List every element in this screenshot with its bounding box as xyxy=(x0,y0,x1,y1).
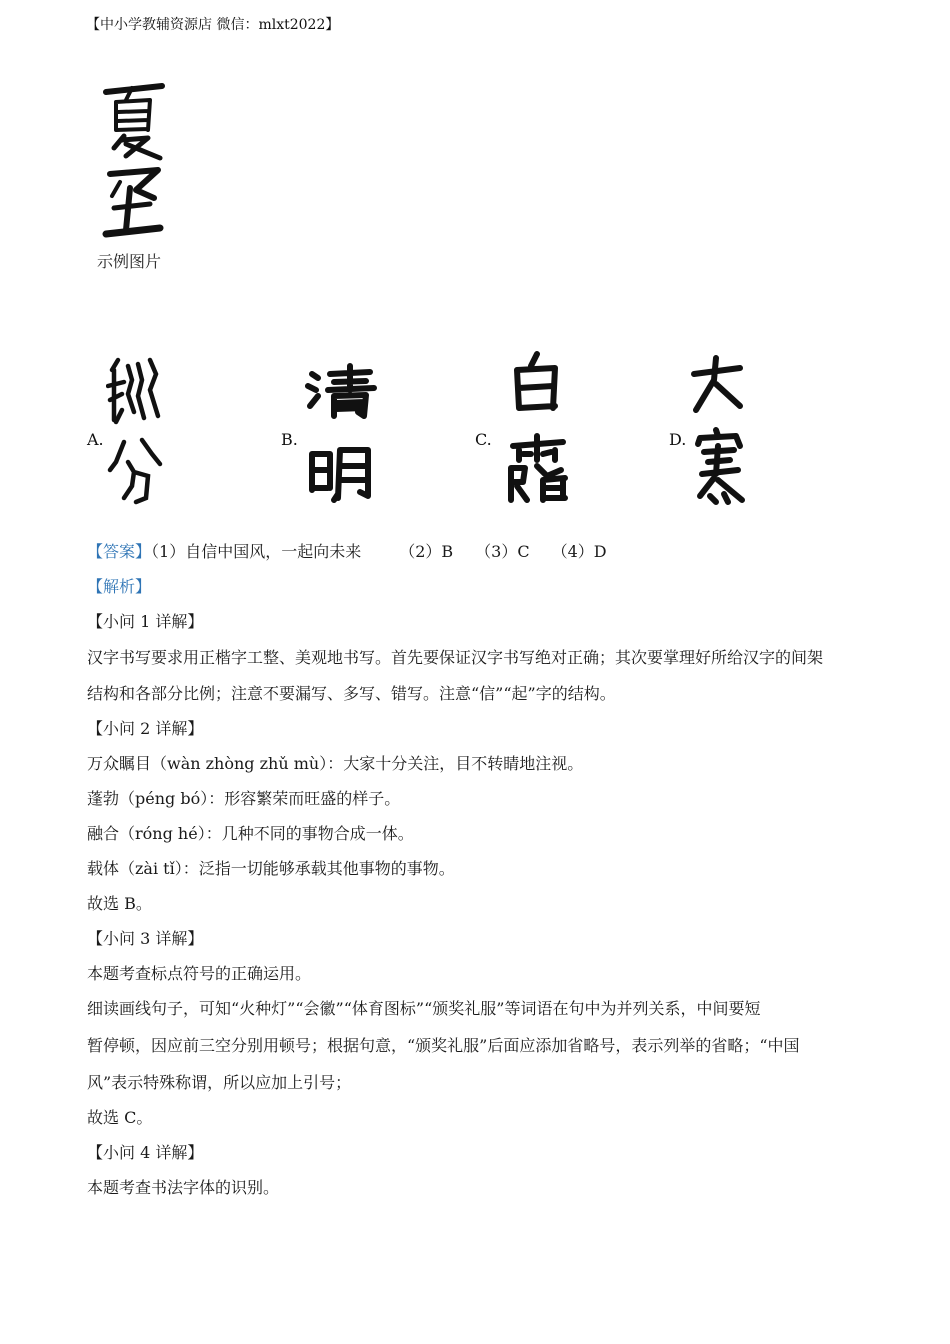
q3-line-1: 本题考查标点符号的正确运用。 xyxy=(87,964,312,983)
answer-line xyxy=(87,539,607,562)
q1-paragraph-line-1: 汉字书写要求用正楷字工整、美观地书写。首先要保证汉字书写绝对正确；其次要掌理好所给汉字的间架 xyxy=(87,648,824,667)
sample-image-caption: 示例图片 xyxy=(97,252,162,271)
option-b-calligraphy xyxy=(304,350,378,510)
option-a-calligraphy xyxy=(106,350,166,510)
sample-xia-zhi-glyphs xyxy=(96,78,176,248)
q3-line-4: 风”表示特殊称谓，所以应加上引号； xyxy=(87,1073,352,1092)
option-c-calligraphy xyxy=(503,350,573,510)
running-script-bailu-glyphs xyxy=(503,350,573,510)
option-a-letter: A. xyxy=(87,430,104,449)
answer-4: （4）D xyxy=(551,542,607,561)
page-header-watermark: 【中小学教辅资源店 微信：mlxt2022】 xyxy=(86,17,340,33)
q4-title: 【小问 4 详解】 xyxy=(87,1143,204,1162)
q3-title: 【小问 3 详解】 xyxy=(87,929,204,948)
q2-line-2: 蓬勃（péng bó）：形容繁荣而旺盛的样子。 xyxy=(87,789,401,808)
q2-line-3: 融合（róng hé）：几种不同的事物合成一体。 xyxy=(87,824,414,843)
regular-script-qingming-glyphs xyxy=(304,350,378,510)
option-d-letter: D. xyxy=(669,430,687,449)
answer-1: （1）自信中国风，一起向未来 xyxy=(151,542,362,561)
q3-line-2: 细读画线句子，可知“火种灯”“会徽”“体育图标”“颁奖礼服”等词语在句中为并列关系，中间要短 xyxy=(87,999,761,1018)
cursive-script-dahan-glyphs xyxy=(690,350,750,510)
q1-paragraph-line-2: 结构和各部分比例；注意不要漏写、多写、错写。注意“信”“起”字的结构。 xyxy=(87,684,616,703)
q2-title: 【小问 2 详解】 xyxy=(87,719,204,738)
q2-line-4: 载体（zài tǐ）：泛指一切能够承载其他事物的事物。 xyxy=(87,859,455,878)
q4-line-1: 本题考查书法字体的识别。 xyxy=(87,1178,280,1197)
seal-script-qiufen-glyphs xyxy=(106,350,166,510)
q3-conclusion: 故选 C。 xyxy=(87,1108,153,1127)
analysis-label: 【解析】 xyxy=(87,577,152,596)
q1-title: 【小问 1 详解】 xyxy=(87,612,204,631)
answer-3: （3）C xyxy=(475,542,530,561)
answer-2: （2）B xyxy=(399,542,454,561)
option-c-letter: C. xyxy=(475,430,492,449)
option-d-calligraphy xyxy=(690,350,750,510)
q2-line-1: 万众瞩目（wàn zhòng zhǔ mù）：大家十分关注，目不转睛地注视。 xyxy=(87,754,584,773)
sample-calligraphy-image xyxy=(96,78,176,278)
answer-label: 【答案】 xyxy=(87,542,152,561)
q3-line-3: 暂停顿，因应前三空分别用顿号；根据句意，“颁奖礼服”后面应添加省略号，表示列举的省略；“中国 xyxy=(87,1036,800,1055)
q2-conclusion: 故选 B。 xyxy=(87,894,152,913)
option-b-letter: B. xyxy=(281,430,298,449)
